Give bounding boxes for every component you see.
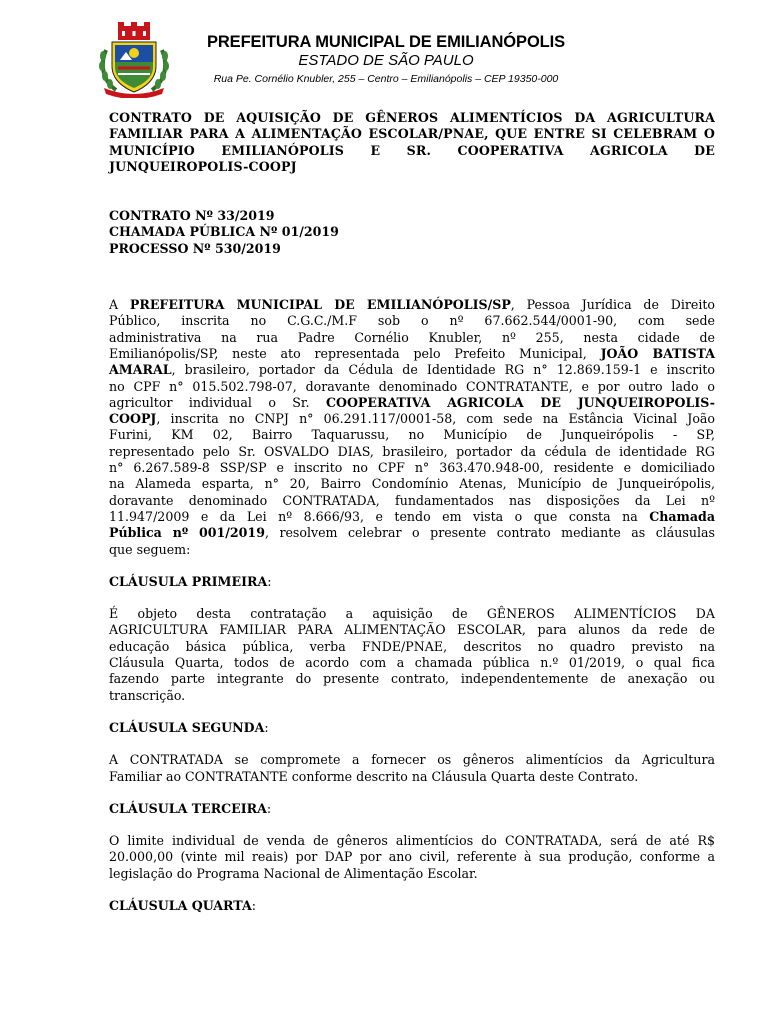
clause-line: A CONTRATADA se compromete a fornecer os gêneros alimentícios da Agricultura <box>109 752 715 768</box>
preamble-line: que seguem: <box>109 541 191 557</box>
public-call-reference: Pública nº 001/2019 <box>109 525 265 541</box>
contract-title-line: MUNICÍPIO EMILIANÓPOLIS E SR. COOPERATIVA AGRICOLA DE <box>109 142 715 158</box>
preamble-line: na Alameda esparta, n° 20, Bairro Condomínio Atenas, Município de Junqueirópolis, <box>109 476 715 492</box>
contracting-party-name: PREFEITURA MUNICIPAL DE EMILIANÓPOLIS/SP <box>129 297 511 313</box>
clause-line: legislação do Programa Nacional de Alimentação Escolar. <box>109 865 478 881</box>
mayor-name: JOÃO BATISTA <box>600 345 715 361</box>
text-run: , brasileiro, portador da Cédula de Identidade RG n° 12.869.159-1 e inscrito <box>171 362 715 378</box>
text-run: agricultor individual o Sr. <box>109 394 326 410</box>
preamble-line <box>109 362 715 378</box>
preamble-line <box>109 525 715 541</box>
mayor-name: AMARAL <box>109 362 172 378</box>
document-body <box>109 110 715 914</box>
municipality-address: Rua Pe. Cornélio Knubler, 255 – Centro – Emilianópolis – CEP 19350-000 <box>213 73 559 85</box>
preamble-paragraph <box>109 297 715 558</box>
clause-heading <box>109 574 715 590</box>
preamble-line <box>109 346 715 362</box>
clause-heading <box>109 898 715 914</box>
coat-of-arms-icon <box>96 20 172 98</box>
clause-title: CLÁUSULA SEGUNDA <box>109 719 265 735</box>
clause-colon: : <box>266 800 272 816</box>
public-call-reference: Chamada <box>649 508 715 524</box>
contract-title-line: JUNQUEIROPOLIS-COOPJ <box>109 158 297 174</box>
clause-colon: : <box>267 573 272 589</box>
contract-title <box>109 110 715 175</box>
clause-heading <box>109 801 715 817</box>
text-run: , Pessoa Jurídica de Direito <box>510 297 715 313</box>
clause-paragraph <box>109 833 715 882</box>
text-run: , resolvem celebrar o presente contrato mediante as cláusulas <box>264 525 715 541</box>
process-number: PROCESSO Nº 530/2019 <box>109 240 281 256</box>
clause-colon: : <box>251 897 257 913</box>
clause-title: CLÁUSULA TERCEIRA <box>109 800 267 816</box>
contractor-name: COOPERATIVA AGRICOLA DE JUNQUEIROPOLIS- <box>325 394 715 410</box>
clause-paragraph <box>109 752 715 785</box>
contract-title-line: FAMILIAR PARA A ALIMENTAÇÃO ESCOLAR/PNAE, QUE ENTRE SI CELEBRAM O <box>109 126 715 142</box>
clause-paragraph <box>109 606 715 704</box>
municipality-title: PREFEITURA MUNICIPAL DE EMILIANÓPOLIS <box>206 33 566 51</box>
clause-line: educação básica pública, verba FNDE/PNAE, descritos no quadro previsto na <box>109 638 715 654</box>
preamble-line: Público, inscrita no C.G.C./M.F sob o nº 67.662.544/0001-90, com sede <box>109 313 715 329</box>
text-run: A <box>109 297 130 313</box>
clause-title: CLÁUSULA PRIMEIRA <box>109 573 268 589</box>
preamble-line <box>109 395 715 411</box>
contractor-name: COOPJ <box>109 411 157 427</box>
clause-line: fazendo parte integrante do presente contrato, independentemente de anexação ou <box>109 671 715 687</box>
preamble-line <box>109 411 715 427</box>
preamble-line: administrativa na rua Padre Cornélio Knubler, nº 255, nesta cidade de <box>109 329 715 345</box>
contract-title-line: CONTRATO DE AQUISIÇÃO DE GÊNEROS ALIMENTÍCIOS DA AGRICULTURA <box>109 110 715 125</box>
preamble-line: representado pelo Sr. OSVALDO DIAS, brasileiro, portador da cédula de identidade RG <box>109 443 715 459</box>
text-run: , inscrita no CNPJ n° 06.291.117/0001-58, com sede na Estância Vicinal João <box>156 411 715 427</box>
clause-line: transcrição. <box>109 687 186 703</box>
clause-title: CLÁUSULA QUARTA <box>109 897 252 913</box>
preamble-line <box>109 509 715 525</box>
contract-number: CONTRATO Nº 33/2019 <box>109 208 275 224</box>
text-run: Emilianópolis/SP, neste ato representada pelo Prefeito Municipal, <box>109 345 601 361</box>
clause-line: Cláusula Quarta, todos de acordo com a chamada pública n.º 01/2019, o qual fica <box>109 655 715 671</box>
contract-references <box>109 208 715 257</box>
state-name: ESTADO DE SÃO PAULO <box>298 52 474 69</box>
clause-line: 20.000,00 (vinte mil reais) por DAP por ano civil, referente à sua produção, conforme a <box>109 849 715 865</box>
preamble-line: Furini, KM 02, Bairro Taquarussu, no Município de Junqueirópolis - SP, <box>109 427 715 443</box>
public-call-number: CHAMADA PÚBLICA Nº 01/2019 <box>109 224 339 240</box>
clause-line: Familiar ao CONTRATANTE conforme descrito na Cláusula Quarta deste Contrato. <box>109 768 639 784</box>
preamble-line: no CPF n° 015.502.798-07, doravante denominado CONTRATANTE, e por outro lado o <box>109 378 715 394</box>
letterhead <box>176 33 596 87</box>
clause-line: É objeto desta contratação a aquisição de GÊNEROS ALIMENTÍCIOS DA <box>109 606 715 622</box>
clause-line: O limite individual de venda de gêneros alimentícios do CONTRATADA, será de até R$ <box>109 833 715 849</box>
preamble-line <box>109 297 715 313</box>
clause-heading <box>109 720 715 736</box>
clause-line: AGRICULTURA FAMILIAR PARA ALIMENTAÇÃO ESCOLAR, para alunos da rede de <box>109 622 715 638</box>
clause-colon: : <box>264 719 269 735</box>
text-run: 11.947/2009 e da Lei nº 8.666/93, e tendo em vista o que consta na <box>109 508 650 524</box>
preamble-line: n° 6.267.589-8 SSP/SP e inscrito no CPF n° 363.470.948-00, residente e domiciliado <box>109 460 715 476</box>
preamble-line: doravante denominado CONTRATADA, fundamentados nas disposições da Lei nº <box>109 492 715 508</box>
